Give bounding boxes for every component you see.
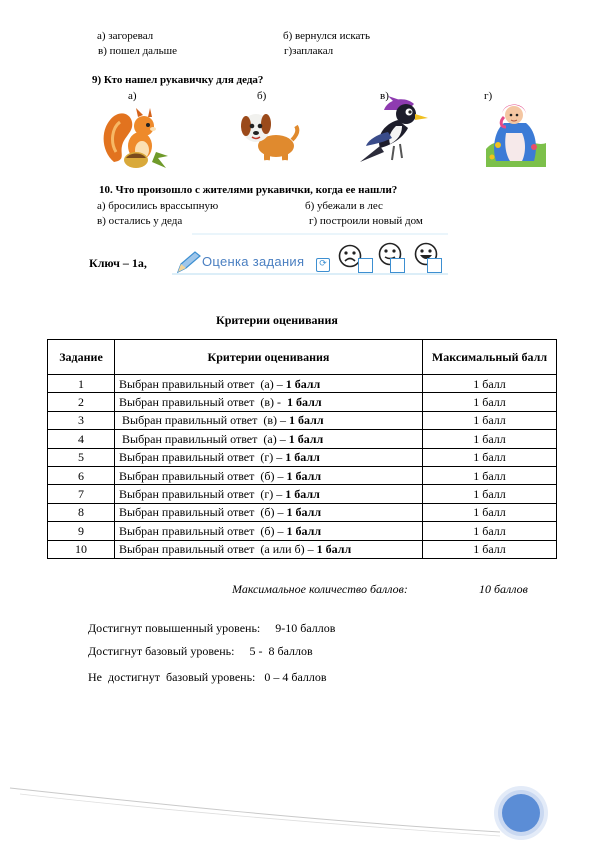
- max-score: 1 балл: [423, 503, 557, 521]
- table-row: [48, 448, 557, 466]
- max-score: 1 балл: [423, 411, 557, 429]
- criteria-text: [115, 375, 423, 393]
- refresh-icon: ⟳: [316, 258, 330, 272]
- q10-option-v: в) остались у деда: [97, 215, 183, 227]
- header-max-score: Максимальный балл: [423, 340, 557, 375]
- criteria-text: [115, 466, 423, 484]
- task-number: 10: [48, 540, 115, 558]
- table-row: [48, 430, 557, 448]
- criteria-answer: Выбран правильный ответ (в) –: [119, 413, 290, 428]
- q9-label-g: г): [484, 90, 493, 102]
- q9-label-v: в): [380, 90, 389, 102]
- level-base: Достигнут базовый уровень: 5 - 8 баллов: [88, 644, 313, 658]
- criteria-points: 1 балл: [286, 505, 322, 520]
- max-total-label: Максимальное количество баллов:: [232, 582, 408, 596]
- criteria-answer: Выбран правильный ответ (б) –: [119, 505, 287, 520]
- criteria-text: [115, 448, 423, 466]
- criteria-text: [115, 485, 423, 503]
- table-row: [48, 540, 557, 558]
- criteria-text: [115, 503, 423, 521]
- grandma-image: [486, 97, 546, 167]
- criteria-points: 1 балл: [286, 468, 322, 483]
- answer-key-label: Ключ – 1а,: [89, 256, 147, 270]
- max-score: 1 балл: [423, 540, 557, 558]
- level-not-reached: Не достигнут базовый уровень: 0 – 4 баллов: [88, 670, 327, 684]
- criteria-answer: Выбран правильный ответ (б) –: [119, 468, 287, 483]
- magpie-image: [358, 96, 442, 166]
- table-row: [48, 375, 557, 393]
- criteria-points: 1 балл: [285, 487, 320, 502]
- criteria-text: [115, 393, 423, 411]
- criteria-answer: Выбран правильный ответ (в) -: [119, 395, 288, 410]
- criteria-points: 1 балл: [285, 450, 320, 465]
- max-score: 1 балл: [423, 430, 557, 448]
- task-number: 8: [48, 503, 115, 521]
- criteria-text: [115, 430, 423, 448]
- header-task: Задание: [48, 340, 115, 375]
- header-criteria: Критерии оценивания: [115, 340, 423, 375]
- assessment-label: Оценка задания: [202, 254, 305, 269]
- q10-option-a: а) бросились врассыпную: [97, 200, 219, 212]
- q9-title: 9) Кто нашел рукавичку для деда?: [92, 74, 264, 86]
- q10-option-g: г) построили новый дом: [309, 215, 423, 227]
- happy-checkbox[interactable]: [427, 258, 442, 273]
- level-high: Достигнут повышенный уровень: 9-10 баллов: [88, 621, 336, 635]
- table-row: [48, 522, 557, 540]
- pencil-icon: [176, 250, 202, 274]
- task-number: 1: [48, 375, 115, 393]
- criteria-answer: Выбран правильный ответ (а) –: [119, 376, 286, 391]
- q8-option-a: а) загоревал: [97, 30, 154, 42]
- squirrel-image: [100, 102, 172, 174]
- criteria-answer: Выбран правильный ответ (б) –: [119, 523, 287, 538]
- criteria-points: 1 балл: [288, 431, 324, 446]
- puppy-image: [234, 104, 302, 166]
- criteria-text: [115, 522, 423, 540]
- table-header-row: [48, 340, 557, 375]
- task-number: 9: [48, 522, 115, 540]
- max-score: 1 балл: [423, 522, 557, 540]
- max-score: 1 балл: [423, 393, 557, 411]
- task-number: 3: [48, 411, 115, 429]
- task-number: 7: [48, 485, 115, 503]
- criteria-text: [115, 411, 423, 429]
- table-row: [48, 503, 557, 521]
- neutral-checkbox[interactable]: [390, 258, 405, 273]
- q9-label-b: б): [257, 90, 267, 102]
- criteria-answer: Выбран правильный ответ (а или б) –: [119, 542, 317, 557]
- q10-title: 10. Что произошло с жителями рукавички, когда ее нашли?: [99, 184, 398, 196]
- table-row: [48, 411, 557, 429]
- q10-option-b: б) убежали в лес: [305, 200, 383, 212]
- sad-checkbox[interactable]: [358, 258, 373, 273]
- criteria-points: 1 балл: [287, 395, 322, 410]
- task-number: 4: [48, 430, 115, 448]
- criteria-points: 1 балл: [316, 542, 352, 557]
- task-number: 5: [48, 448, 115, 466]
- max-score: 1 балл: [423, 375, 557, 393]
- criteria-points: 1 балл: [285, 376, 321, 391]
- assessment-bar: [172, 232, 448, 276]
- criteria-answer: Выбран правильный ответ (а) –: [119, 431, 289, 446]
- max-score: 1 балл: [423, 448, 557, 466]
- q9-label-a: а): [128, 90, 137, 102]
- table-row: [48, 485, 557, 503]
- criteria-answer: Выбран правильный ответ (г) –: [119, 487, 286, 502]
- criteria-points: 1 балл: [289, 413, 324, 428]
- footer-circle-icon: [490, 780, 552, 842]
- max-score: 1 балл: [423, 485, 557, 503]
- q8-option-g: г)заплакал: [284, 45, 334, 57]
- criteria-title: Критерии оценивания: [216, 313, 338, 327]
- q8-option-b: б) вернулся искать: [283, 30, 370, 42]
- criteria-text: [115, 540, 423, 558]
- max-score: 1 балл: [423, 466, 557, 484]
- task-number: 6: [48, 466, 115, 484]
- max-total-value: 10 баллов: [479, 582, 528, 596]
- task-number: 2: [48, 393, 115, 411]
- table-row: [48, 393, 557, 411]
- table-row: [48, 466, 557, 484]
- q8-option-v: в) пошел дальше: [98, 45, 178, 57]
- criteria-table: [47, 339, 557, 559]
- criteria-points: 1 балл: [286, 523, 322, 538]
- criteria-answer: Выбран правильный ответ (г) –: [119, 450, 286, 465]
